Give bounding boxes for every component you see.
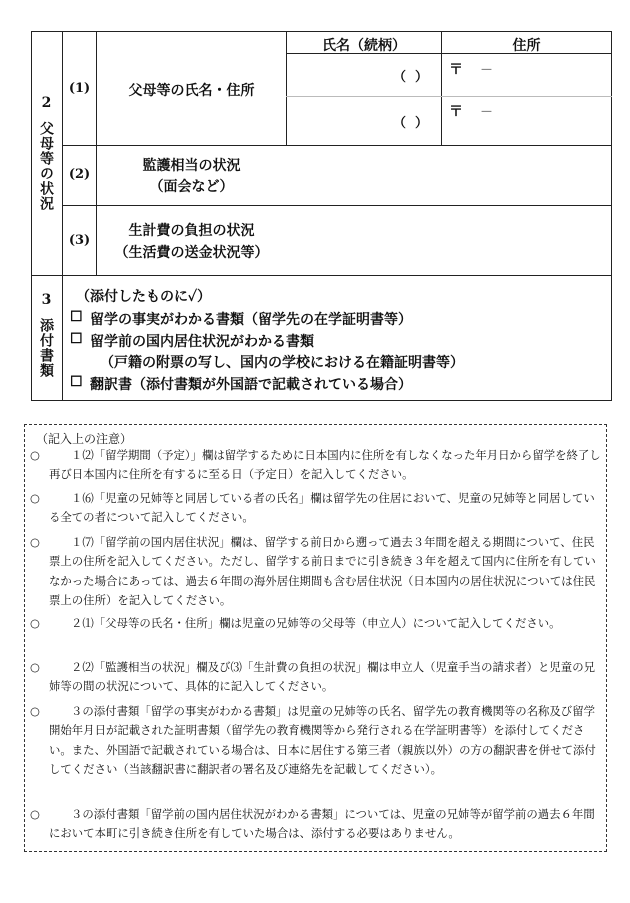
note-item (30, 614, 601, 633)
postal-mark-icon: 〒 (449, 62, 463, 78)
postal-dash-2: － (480, 105, 494, 120)
postal-mark-icon: 〒 (449, 104, 463, 120)
note-text: １⑺「留学前の国内居住状況」欄は、留学する前日から遡って過去３年間を超える期間について、住民票上の住所を記入してください。ただし、留学する前日までに引き続き３年を超えて国内に住所を有していなかった場合にあっては、過去６年間の海外居住期間も含む居住状況（日本国内の居住状況については住民票上の住所）を記入してください。 (49, 535, 596, 608)
attach-item-2-sub: （戸籍の附票の写し、国内の学校における在籍証明書等） (100, 355, 464, 371)
attach-instruction: （添付したものに✓） (76, 289, 212, 305)
header-address: 住所 (512, 38, 541, 54)
note-item (30, 658, 601, 697)
note-text: ２⑴「父母等の氏名・住所」欄は児童の兄姉等の父母等（申立人）について記入してください。 (71, 616, 561, 630)
bullet-icon: ○ (30, 704, 40, 718)
header-name: 氏名（続柄） (322, 38, 406, 54)
note-text: ２⑵「監護相当の状況」欄及び⑶「生計費の負担の状況」欄は申立人（児童手当の請求者）と児童の兄姉等の間の状況について、具体的に記入してください。 (49, 660, 595, 694)
note-item (30, 446, 601, 485)
note-item (30, 702, 601, 780)
row2-label-line1: 監護相当の状況 (142, 158, 241, 174)
note-item (30, 805, 601, 844)
row1-number: (1) (68, 81, 91, 96)
section2-number: 2 (41, 95, 52, 111)
row1-label: 父母等の氏名・住所 (128, 83, 255, 99)
note-text: ３の添付書類「留学の事実がわかる書類」は児童の兄姉等の氏名、留学先の教育機関等の名称及び留学開始年月日が記載された証明書類（留学先の教育機関等から発行される在学証明書等）を添付してください。また、外国語で記載されている場合は、日本に居住する第三者（親族以外）の方の翻訳書を併せて添付してください（当該翻訳書に翻訳者の署名及び連絡先を記載してください）。 (49, 704, 596, 777)
notes-title: （記入上の注意） (36, 432, 133, 446)
relation-paren-2: （ ） (393, 116, 429, 131)
bullet-icon: ○ (30, 535, 40, 549)
attach-item-1: 留学の事実がわかる書類（留学先の在学証明書等） (90, 312, 412, 328)
note-item (30, 533, 601, 611)
section2-title: 父母等の状況 (38, 121, 54, 211)
relation-paren-1: （ ） (393, 70, 429, 85)
row2-label-line2: （面会など） (149, 179, 234, 195)
attach-item-2: 留学前の国内居住状況がわかる書類 (90, 334, 314, 350)
bullet-icon: ○ (30, 807, 40, 821)
row3-label-line2: （生活費の送金状況等） (114, 245, 269, 261)
section3-title: 添付書類 (38, 318, 54, 378)
checkbox-3[interactable]: ☐ (70, 374, 83, 390)
row2-number: (2) (68, 167, 91, 182)
bullet-icon: ○ (30, 491, 40, 505)
note-text: １⑵「留学期間（予定）」欄は留学するために日本国内に住所を有しなくなった年月日から留学を終了し再び日本国内に住所を有するに至る日（予定日）を記入してください。 (49, 448, 601, 482)
checkbox-1[interactable]: ☐ (70, 309, 83, 325)
note-text: ３の添付書類「留学前の国内居住状況がわかる書類」については、児童の兄姉等が留学前の過去６年間において本町に引き続き住所を有していた場合は、添付する必要はありません。 (49, 807, 595, 841)
row3-label-line1: 生計費の負担の状況 (128, 223, 255, 239)
attach-item-3: 翻訳書（添付書類が外国語で記載されている場合） (90, 377, 412, 393)
note-text: １⑹「児童の兄姉等と同居している者の氏名」欄は留学先の住居において、児童の兄姉等と同居している全ての者について記入してください。 (49, 491, 595, 525)
bullet-icon: ○ (30, 448, 40, 462)
checkbox-2[interactable]: ☐ (70, 331, 83, 347)
postal-dash-1: － (480, 63, 494, 78)
bullet-icon: ○ (30, 660, 40, 674)
row3-number: (3) (68, 233, 91, 248)
section3-number: 3 (41, 292, 52, 308)
bullet-icon: ○ (30, 616, 40, 630)
note-item (30, 489, 601, 528)
